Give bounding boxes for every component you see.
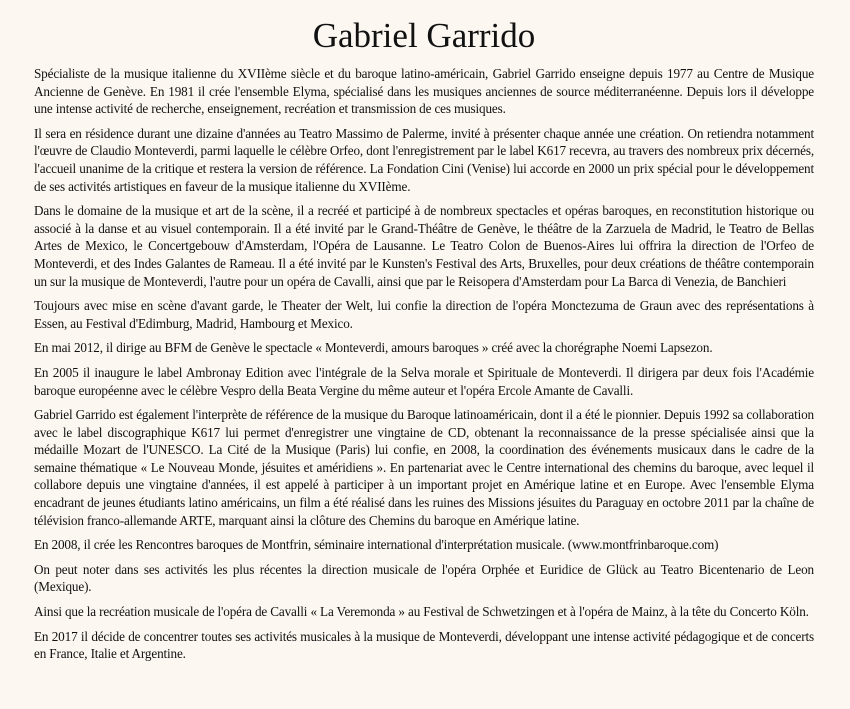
paragraph-montfrin: En 2008, il crée les Rencontres baroques de Montfrin, séminaire international d'interprétation musicale. (www.montfrinbaroque.com) <box>34 537 719 553</box>
paragraph-theater-der-welt: Toujours avec mise en scène d'avant garde, le Theater der Welt, lui confie la direction de l'opéra Monctezuma de Graun avec des représentations à Essen, au Festival d'Edimburg, Madrid, Hambourg et Mexico. <box>34 298 814 331</box>
paragraph-latin-american-baroque: Gabriel Garrido est également l'interprète de référence de la musique du Baroque latinoaméricain, dont il a été le pionnier. Depuis 1992 sa collaboration avec le label discographique K617 lui permet d'enregistrer une vingtaine de CD, obtenant la reconnaissance de la presse spécialisée ainsi que la médaille Mozart de l'UNESCO. La Cité de la Musique (Paris) lui confie, en 2008, la coordination des événements musicaux dans le cadre de la semaine thématique « Le Nouveau Monde, jésuites et améridiens ». En partenariat avec le Centre international des chemins du baroque, avec lequel il collabore depuis une vingtaine d'années, il est appelé à participer à un important projet en Amérique latine et en Europe. Avec l'ensemble Elyma encadrant de jeunes étudiants latino américains, un film a été réalisé dans les ruines des Missions jésuites du Paraguay en octobre 2011 par la chaîne de télévision franco-allemande ARTE, marquant ainsi la clôture des Chemins du baroque en Amérique latine. <box>34 407 814 528</box>
paragraph-palermo-residence: Il sera en résidence durant une dizaine d'années au Teatro Massimo de Palerme, invité à présenter chaque année une création. On retiendra notamment l'œuvre de Claudio Monteverdi, parmi laquelle le célèbre Orfeo, dont l'enregistrement par le label K617 recevra, au travers des nombreux prix décernés, l'accueil unanime de la critique et restera la version de référence. La Fondation Cini (Venise) lui accorde en 2000 un prix spécial pour le développement de ses activités artistiques en faveur de la musique italienne du XVIIème. <box>34 125 814 194</box>
paragraph-veremonda: Ainsi que la recréation musicale de l'opéra de Cavalli « La Veremonda » au Festival de Schwetzingen et à l'opéra de Mainz, à la tête du Concerto Köln. <box>34 604 809 620</box>
page-title: Gabriel Garrido <box>312 16 536 55</box>
paragraph-stage-works: Dans le domaine de la musique et art de la scène, il a recréé et participé à de nombreux spectacles et opéras baroques, en reconstitution historique ou associé à la danse et au visuel contemporain. Il a été invité par le Grand-Théâtre de Genève, le théâtre de la Zarzuela de Madrid, le Teatro de Bellas Artes de Mexico, le Concertgebouw d'Amsterdam, l'Opéra de Lausanne. Le Teatro Colon de Buenos-Aires lui offrira la direction de l'Orfeo de Monteverdi, et des Indes Galantes de Rameau. Il a été invité par le Kunsten's Festival des Arts, Bruxelles, pour deux créations de théâtre contemporain un sur la musique de Monteverdi, l'autre pour un opéra de Cavalli, ainsi que par le Reisopera d'Amsterdam pour La Barca di Venezia, de Banchieri <box>34 203 814 289</box>
paragraph-2017: En 2017 il décide de concentrer toutes ses activités musicales à la musique de Monteverdi, développant une intense activité pédagogique et de concerts en France, Italie et Argentine. <box>34 628 814 662</box>
paragraph-recent-activities: On peut noter dans ses activités les plus récentes la direction musicale de l'opéra Orphée et Euridice de Glück au Teatro Bicentenario de Leon (Mexique). <box>34 561 814 595</box>
paragraph-bfm-geneve: En mai 2012, il dirige au BFM de Genève le spectacle « Monteverdi, amours baroques » créé avec la chorégraphe Noemi Lapsezon. <box>34 340 713 356</box>
paragraph-intro: Spécialiste de la musique italienne du XVIIème siècle et du baroque latino-américain, Gabriel Garrido enseigne depuis 1977 au Centre de Musique Ancienne de Genève. En 1981 il crée l'ensemble Elyma, spécialisé dans les musiques anciennes de source méditerranéenne. Depuis lors il développe une intense activité de recherche, enseignement, recréation et transmission de ces musiques. <box>34 66 814 117</box>
biography-text <box>34 65 814 663</box>
paragraph-ambronay: En 2005 il inaugure le label Ambronay Edition avec l'intégrale de la Selva morale et Spirituale de Monteverdi. Il dirigera par deux fois l'Académie baroque européenne avec le célèbre Vespro della Beata Vergine du même auteur et l'opéra Ercole Amante de Cavalli. <box>34 364 814 398</box>
